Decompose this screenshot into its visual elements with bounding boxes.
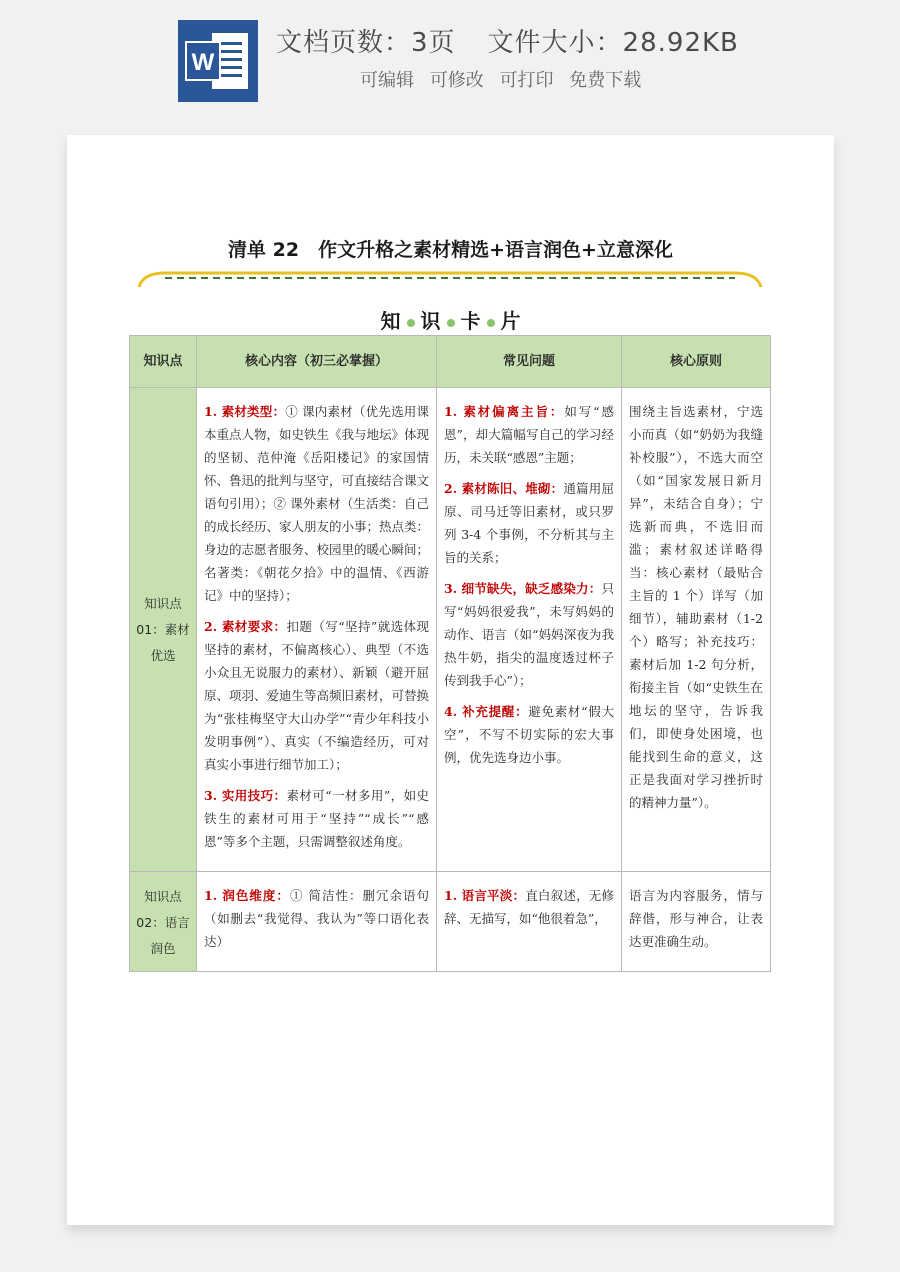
knowledge-table — [129, 335, 771, 972]
page-count: 文档页数：3页 — [276, 28, 456, 58]
bullet-dot-icon — [447, 319, 455, 327]
feature-free-download: 免费下载 — [569, 70, 642, 91]
table-header-row — [130, 336, 771, 388]
principle-text: 围绕主旨选素材，宁选小而真（如“奶奶为我缝补校服”），不选大而空（如“国家发展日新月异”，未结合自身）；宁选新而典，不选旧而滥；素材叙述详略得当：核心素材（最贴合主旨的 1 个）详写（加细节），辅助素材（1-2 个）略写；补充技巧：素材后加 1-2 句分析，衔接主旨（如“史铁生在地坛的坚守，告诉我们，即使身处困境，也能找到生命的意义，这正是我面对学习挫折时的精神力量”）。 — [629, 404, 763, 810]
header-core-principle: 核心原则 — [622, 336, 771, 388]
document-info-banner — [0, 0, 900, 118]
document-features — [360, 66, 651, 92]
item-lead: 1. 润色维度： — [204, 888, 290, 903]
core-content-cell — [197, 872, 437, 972]
bullet-dot-icon — [407, 319, 415, 327]
feature-printable: 可打印 — [499, 70, 554, 91]
card-title-char-4: 片 — [500, 309, 521, 333]
knowledge-table-wrapper — [129, 335, 771, 1099]
item-lead: 2. 素材要求： — [204, 619, 287, 634]
document-meta — [276, 22, 739, 59]
svg-text:W: W — [191, 49, 215, 76]
item-text: ① 课内素材（优先选用课本重点人物，如史铁生《我与地坛》体现的坚韧、范仲淹《岳阳楼记》的家国情怀、鲁迅的批判与坚守，可直接结合课文语句引用）；② 课外素材（生活类：自己的成长经历、家人朋友的小事；热点类：身边的志愿者服务、校园里的暖心瞬间；名著类：《朝花夕拾》中的温情、《西游记》中的坚持）； — [204, 404, 430, 603]
core-principle-cell — [622, 872, 771, 972]
item-lead: 1. 素材类型： — [204, 404, 286, 419]
header-knowledge-point: 知识点 — [130, 336, 197, 388]
word-document-icon — [178, 20, 258, 102]
principle-text: 语言为内容服务，情与辞偕，形与神合，让表达更准确生动。 — [629, 888, 763, 949]
common-problems-cell — [437, 388, 622, 872]
table-row — [130, 872, 771, 972]
item-lead: 1. 语言平淡： — [444, 888, 526, 903]
item-lead: 4. 补充提醒： — [444, 704, 529, 719]
card-title-char-2: 识 — [420, 309, 441, 333]
card-title-char-3: 卡 — [460, 309, 481, 333]
item-text: 避免素材“假大空”，不写不切实际的宏大事例，优先选身边小事。 — [444, 704, 614, 765]
item-text: 素材可“一材多用”，如史铁生的素材可用于“坚持”“成长”“感恩”等多个主题，只需调整叙述角度。 — [204, 788, 429, 849]
item-text: 扣题（写“坚持”就选体现坚持的素材，不偏离核心）、典型（不选小众且无说服力的素材）、新颖（避开屈原、项羽、爱迪生等高频旧素材，可替换为“张桂梅坚守大山办学”“青少年科技小发明事例”）、真实（不编造经历，可对真实小事进行细节加工）； — [204, 619, 430, 772]
row-label: 知识点01：素材优选 — [130, 388, 197, 872]
item-text: 只写“妈妈很爱我”，未写妈妈的动作、语言（如“妈妈深夜为我热牛奶，指尖的温度透过杯子传到我手心”）； — [444, 581, 614, 688]
feature-modifiable: 可修改 — [429, 70, 484, 91]
header-common-problems: 常见问题 — [437, 336, 622, 388]
item-lead: 3. 细节缺失，缺乏感染力： — [444, 581, 602, 596]
document-page — [67, 135, 834, 1225]
item-text: ① 简洁性：删冗余语句（如删去“我觉得、我认为”等口语化表达） — [204, 888, 429, 949]
knowledge-card-heading — [67, 305, 834, 334]
title-divider — [137, 267, 763, 289]
table-row — [130, 388, 771, 872]
item-text: 直白叙述，无修辞、无描写，如“他很着急”， — [444, 888, 614, 926]
item-lead: 2. 素材陈旧、堆砌： — [444, 481, 564, 496]
bullet-dot-icon — [487, 319, 495, 327]
file-size: 文件大小：28.92KB — [487, 28, 739, 58]
card-title-char-1: 知 — [380, 309, 401, 333]
row-label: 知识点02：语言润色 — [130, 872, 197, 972]
common-problems-cell — [437, 872, 622, 972]
document-title: 清单 22 作文升格之素材精选+语言润色+立意深化 — [228, 239, 673, 261]
header-core-content: 核心内容（初三必掌握） — [197, 336, 437, 388]
feature-editable: 可编辑 — [360, 70, 414, 91]
core-content-cell — [197, 388, 437, 872]
item-text: 如写“感恩”，却大篇幅写自己的学习经历，未关联“感恩”主题； — [444, 404, 615, 465]
item-text: 通篇用屈原、司马迁等旧素材，或只罗列 3-4 个事例，不分析其与主旨的关系； — [444, 481, 614, 565]
item-lead: 1. 素材偏离主旨： — [444, 404, 565, 419]
core-principle-cell — [622, 388, 771, 872]
item-lead: 3. 实用技巧： — [204, 788, 287, 803]
